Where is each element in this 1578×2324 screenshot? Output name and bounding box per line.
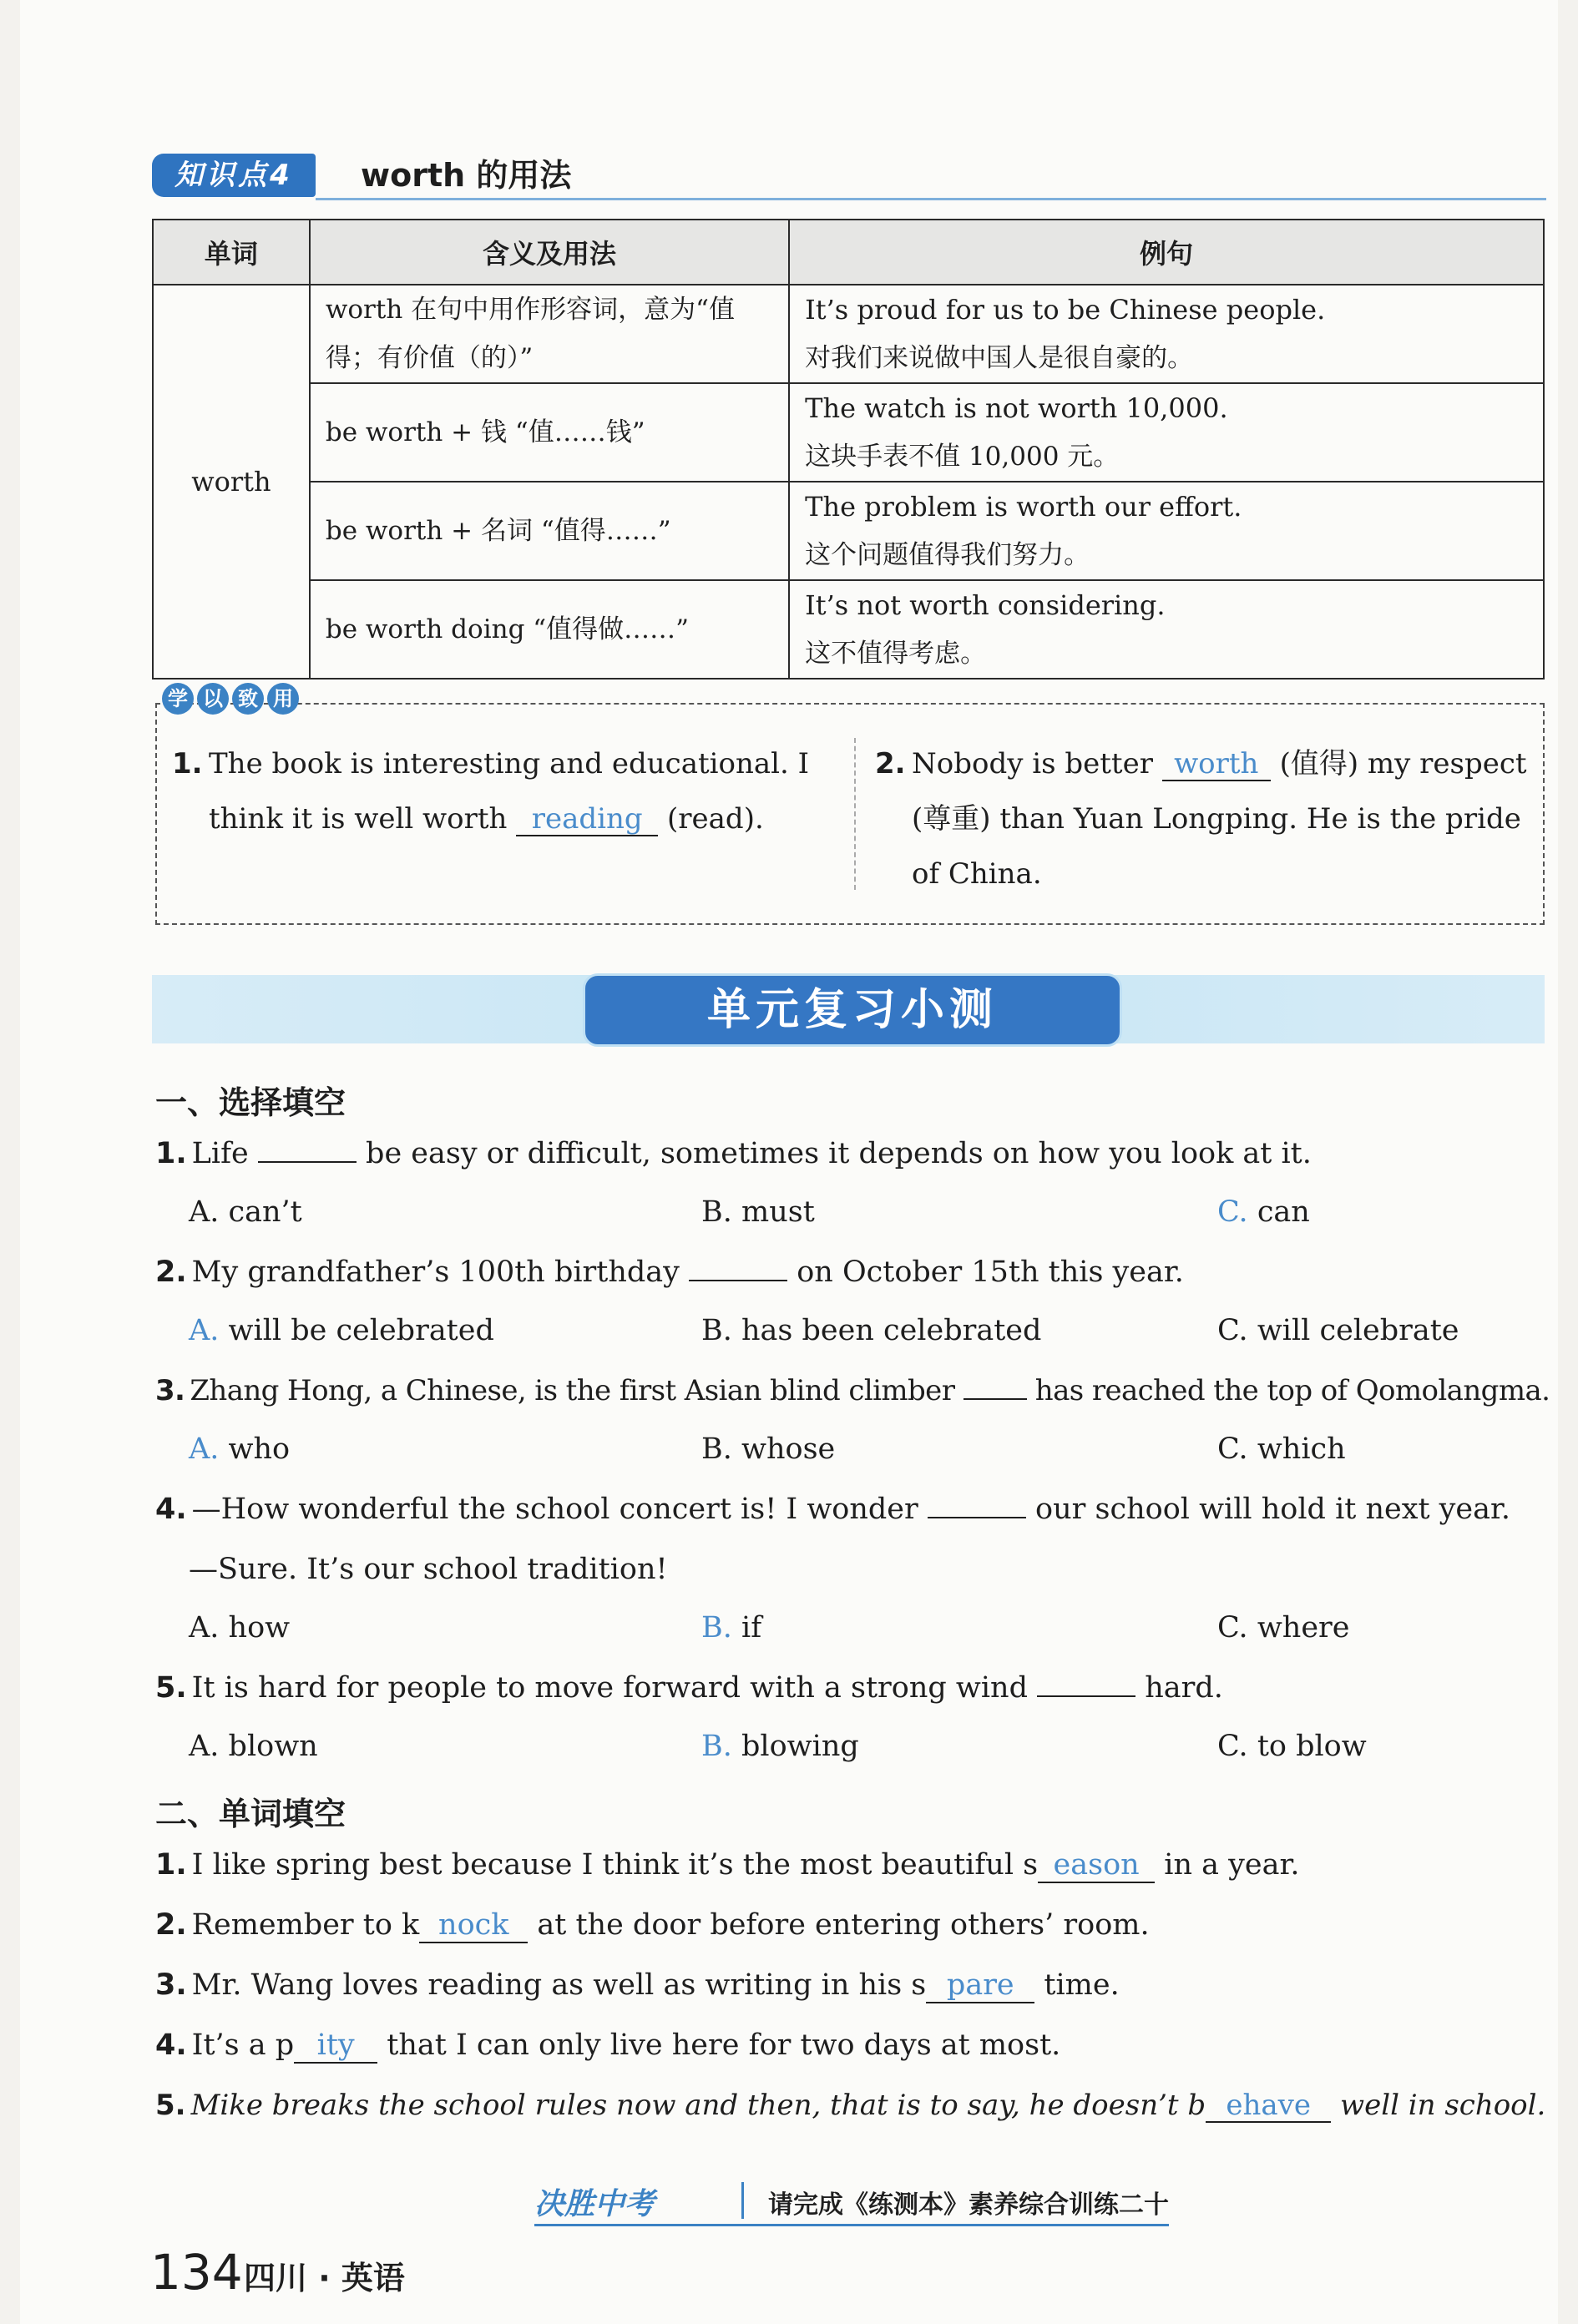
table-row [153, 383, 1544, 482]
unit-review-banner [152, 975, 1545, 1043]
question-text: —How wonderful the school concert is! I wonder [191, 1493, 918, 1526]
option-correct[interactable]: A. who [189, 1432, 291, 1466]
answer-blank[interactable]: nock [419, 1909, 528, 1943]
fill-question-1 [155, 1848, 1299, 1883]
question-text: think it is well worth [209, 802, 508, 836]
usage-cell: be worth + 钱 “值……钱” [310, 383, 789, 482]
tag-char: 致 [232, 683, 264, 715]
knowledge-point-badge: 知识点4 [152, 154, 316, 197]
word-cell: worth [153, 285, 310, 679]
question-number: 2. [155, 1908, 187, 1942]
worth-usage-table [152, 219, 1545, 680]
usage-cell: be worth + 名词 “值得……” [310, 482, 789, 580]
mc-question-3 [155, 1374, 1550, 1407]
question-text: Life [191, 1137, 249, 1170]
footer-rule [534, 2224, 1169, 2226]
question-text: The book is interesting and educational. I [209, 747, 810, 781]
table-header: 含义及用法 [310, 220, 789, 285]
example-cell [789, 383, 1544, 482]
option[interactable]: B. must [701, 1195, 815, 1229]
tag-char: 用 [267, 683, 299, 715]
mc-question-4 [155, 1493, 1510, 1526]
option[interactable]: A. blown [189, 1730, 318, 1763]
question-text: Remember to k [191, 1908, 420, 1942]
fill-question-4 [155, 2028, 1060, 2064]
answer-blank[interactable]: pare [926, 1969, 1034, 2003]
example-en: The problem is worth our effort. [805, 491, 1242, 523]
answer-blank[interactable]: eason [1038, 1849, 1155, 1883]
option-correct[interactable]: B. if [701, 1611, 762, 1644]
practice-box [155, 703, 1545, 925]
answer-blank[interactable] [963, 1398, 1027, 1400]
option[interactable]: C. where [1217, 1611, 1350, 1644]
question-text: It’s a p [191, 2028, 295, 2062]
question-text: (值得) my respect [1279, 747, 1527, 781]
banner-title: 单元复习小测 [583, 973, 1122, 1047]
question-number: 4. [155, 1493, 187, 1526]
question-text: Mr. Wang loves reading as well as writing in his s [191, 1968, 927, 2002]
mc-question-2 [155, 1255, 1184, 1289]
knowledge-point-header [152, 150, 1546, 200]
example-cn: 这块手表不值 10,000 元。 [805, 442, 1120, 472]
question-number: 3. [155, 1374, 185, 1407]
example-en: The watch is not worth 10,000. [805, 392, 1228, 424]
question-text: Nobody is better [912, 747, 1153, 781]
example-cell [789, 580, 1544, 679]
example-cell [789, 285, 1544, 383]
question-text: (read). [667, 802, 764, 836]
question-number: 3. [155, 1968, 187, 2002]
footer-instruction: 请完成《练测本》素养综合训练二十 [768, 2190, 1169, 2220]
option-correct[interactable]: A. will be celebrated [189, 1314, 494, 1347]
question-text: be easy or difficult, sometimes it depends on how you look at it. [366, 1137, 1312, 1170]
question-text: has reached the top of Qomolangma. [1034, 1374, 1550, 1407]
option[interactable]: C. which [1217, 1432, 1346, 1466]
option[interactable]: C. to blow [1217, 1730, 1367, 1763]
answer-blank[interactable]: ity [294, 2029, 377, 2064]
question-line [209, 791, 809, 846]
question-text: It is hard for people to move forward with a strong wind [191, 1671, 1028, 1705]
example-cn: 这个问题值得我们努力。 [805, 540, 1090, 570]
answer-blank[interactable]: worth [1162, 749, 1271, 781]
question-text: Zhang Hong, a Chinese, is the first Asian blind climber [190, 1374, 955, 1407]
mc-question-5 [155, 1671, 1223, 1705]
section-title: 二、单词填空 [155, 1796, 346, 1832]
question-text: that I can only live here for two days at most. [387, 2028, 1061, 2062]
question-number: 4. [155, 2028, 187, 2062]
example-cn: 这不值得考虑。 [805, 639, 987, 669]
fill-question-3 [155, 1968, 1120, 2003]
practice-tag [155, 683, 306, 716]
question-number: 1. [155, 1137, 187, 1170]
option[interactable]: A. can’t [189, 1195, 302, 1229]
question-number: 1. [155, 1848, 187, 1882]
question-number: 2. [155, 1255, 187, 1289]
header-rule [316, 198, 1546, 200]
example-cn: 对我们来说做中国人是很自豪的。 [805, 343, 1194, 373]
usage-cell: worth 在句中用作形容词，意为“值得；有价值（的）” [310, 285, 789, 383]
example-en: It’s proud for us to be Chinese people. [805, 294, 1326, 326]
fill-question-2 [155, 1908, 1150, 1943]
answer-blank[interactable]: ehave [1206, 2090, 1331, 2123]
question-text: in a year. [1164, 1848, 1300, 1882]
fill-question-5 [155, 2089, 1545, 2123]
option[interactable]: A. how [189, 1611, 291, 1644]
divider [854, 738, 856, 890]
footer-logo: 决胜中考 [534, 2187, 655, 2221]
page-subject: 四川 · 英语 [244, 2260, 405, 2296]
question-text: —Sure. It’s our school tradition! [189, 1553, 668, 1586]
question-text: time. [1044, 1968, 1120, 2002]
tag-char: 学 [162, 683, 194, 715]
question-text: (尊重) than Yuan Longping. He is the pride [912, 802, 1521, 836]
question-number: 5. [155, 2089, 186, 2122]
answer-blank[interactable] [689, 1280, 787, 1281]
option[interactable]: B. has been celebrated [701, 1314, 1042, 1347]
question-text: on October 15th this year. [797, 1255, 1184, 1289]
knowledge-point-title: worth 的用法 [361, 157, 572, 194]
table-header: 单词 [153, 220, 310, 285]
question-number: 1. [172, 747, 203, 781]
table-row [153, 482, 1544, 580]
table-header: 例句 [789, 220, 1544, 285]
example-en: It’s not worth considering. [805, 589, 1166, 621]
option[interactable]: B. whose [701, 1432, 836, 1466]
question-number: 2. [875, 747, 906, 781]
page-number: 134 [150, 2244, 243, 2301]
question-text: Mike breaks the school rules now and then, that is to say, he doesn’t b [190, 2089, 1206, 2122]
table-row [153, 285, 1544, 383]
question-text: of China. [912, 857, 1042, 891]
example-cell [789, 482, 1544, 580]
question-text: hard. [1145, 1671, 1223, 1705]
tag-char: 以 [197, 683, 229, 715]
table-header-row [153, 220, 1544, 285]
question-text: well in school. [1339, 2089, 1546, 2122]
practice-question-1 [172, 736, 848, 846]
answer-blank[interactable]: reading [516, 804, 658, 836]
answer-blank[interactable] [928, 1517, 1026, 1518]
option-correct[interactable]: C. can [1217, 1195, 1310, 1229]
footer-separator [741, 2182, 744, 2219]
question-line [912, 736, 1527, 791]
table-row [153, 580, 1544, 679]
question-text: I like spring best because I think it’s the most beautiful s [191, 1848, 1039, 1882]
section-title: 一、选择填空 [155, 1084, 346, 1121]
question-text: our school will hold it next year. [1035, 1493, 1511, 1526]
practice-question-2 [875, 736, 1535, 902]
mc-question-1 [155, 1137, 1312, 1170]
option-correct[interactable]: B. blowing [701, 1730, 859, 1763]
option[interactable]: C. will celebrate [1217, 1314, 1459, 1347]
answer-blank[interactable] [258, 1161, 357, 1163]
answer-blank[interactable] [1037, 1695, 1135, 1697]
question-text: My grandfather’s 100th birthday [191, 1255, 680, 1289]
usage-cell: be worth doing “值得做……” [310, 580, 789, 679]
question-text: at the door before entering others’ room. [537, 1908, 1150, 1942]
question-number: 5. [155, 1671, 187, 1705]
